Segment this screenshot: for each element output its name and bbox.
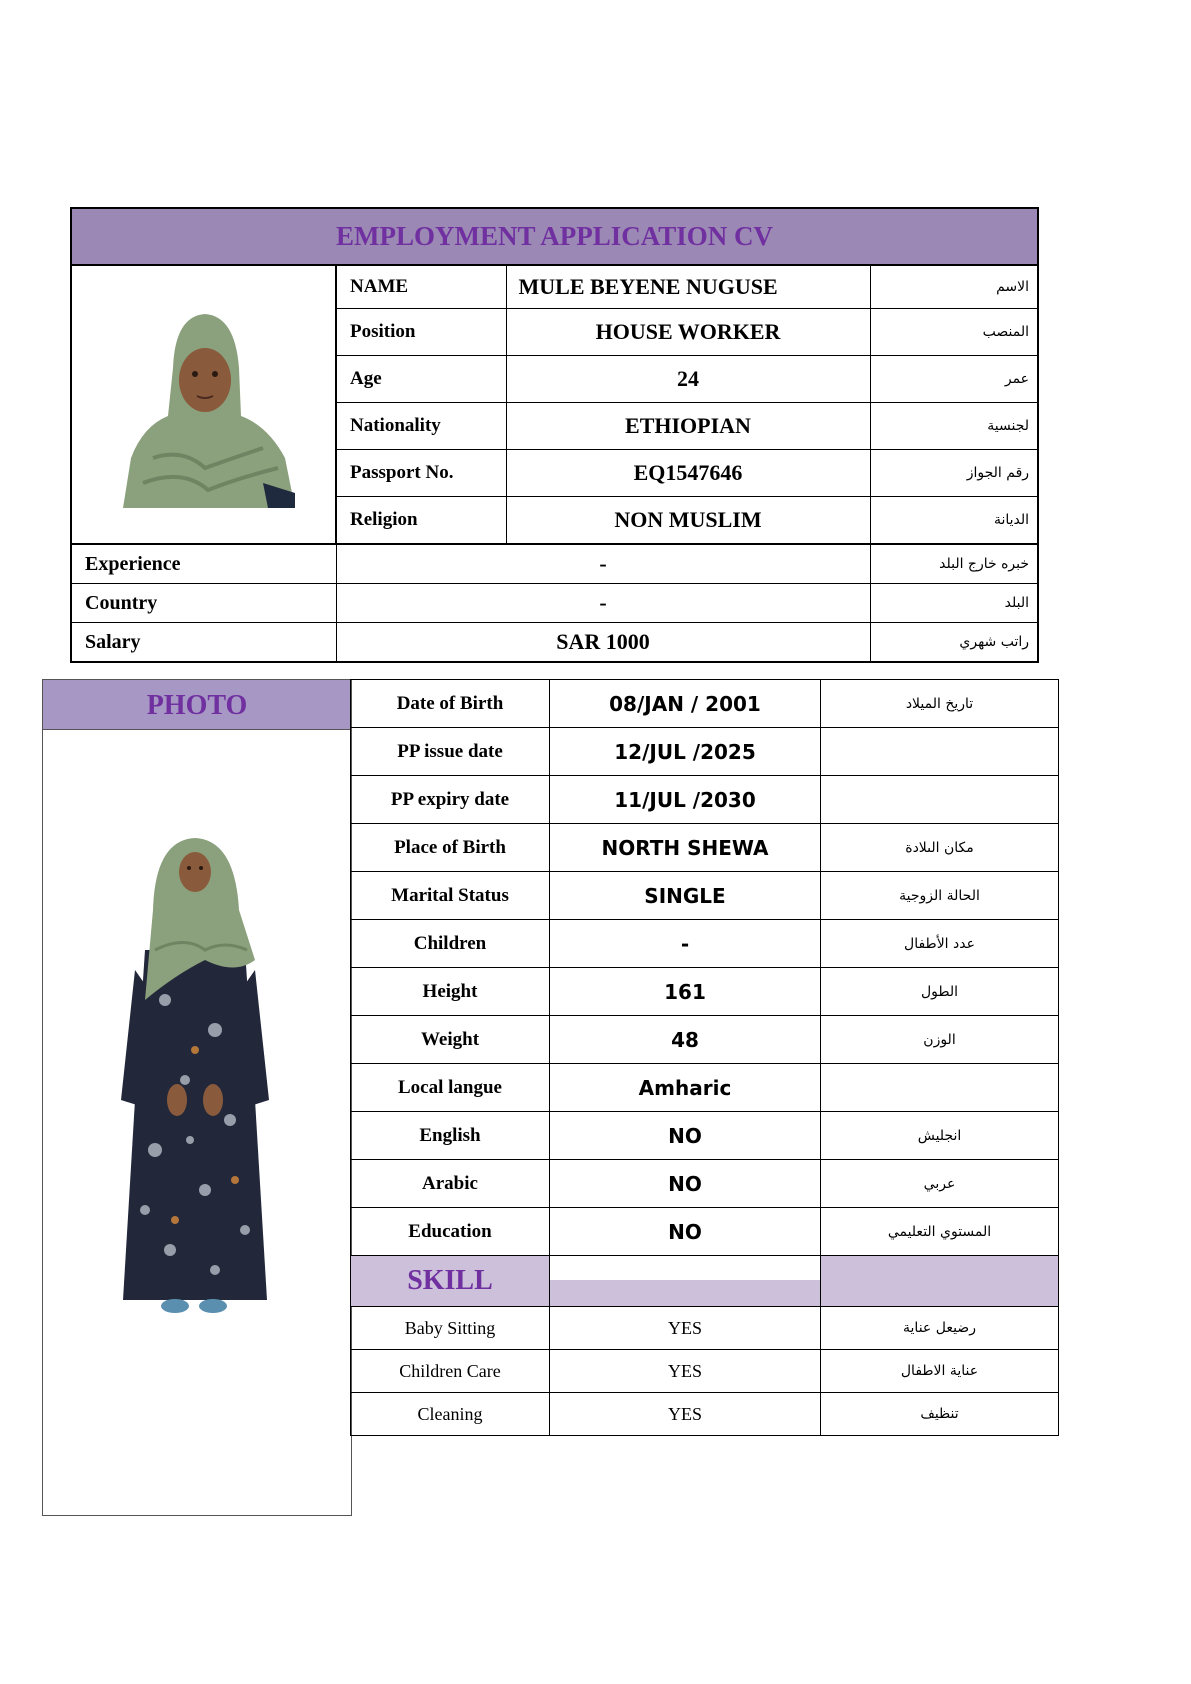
detail-row-height xyxy=(351,968,1059,1016)
pp-issue-date-value: 12/JUL /2025 xyxy=(550,728,821,776)
detail-row-local-langue xyxy=(351,1064,1059,1112)
position-value: HOUSE WORKER xyxy=(506,309,870,356)
personal-info-table xyxy=(70,207,1039,663)
skill-baby-sitting-arabic-label: رضيعل عناية xyxy=(821,1307,1059,1350)
document-title: EMPLOYMENT APPLICATION CV xyxy=(71,208,1038,265)
full-photo-panel xyxy=(42,679,352,1516)
portrait-photo xyxy=(113,308,295,508)
skill-row-baby-sitting xyxy=(351,1307,1059,1350)
age-value: 24 xyxy=(506,356,870,403)
photo-header: PHOTO xyxy=(43,680,351,730)
weight-value: 48 xyxy=(550,1016,821,1064)
detail-row-arabic xyxy=(351,1160,1059,1208)
detail-row-pp-issue-date xyxy=(351,728,1059,776)
children-value: - xyxy=(550,920,821,968)
english-value: NO xyxy=(550,1112,821,1160)
marital-status-arabic-label: الحالة الزوجية xyxy=(821,872,1059,920)
weight-label: Weight xyxy=(351,1016,550,1064)
children-label: Children xyxy=(351,920,550,968)
portrait-photo-cell xyxy=(71,265,336,544)
skill-header-band xyxy=(550,1280,820,1306)
place-of-birth-value: NORTH SHEWA xyxy=(550,824,821,872)
detail-row-weight xyxy=(351,1016,1059,1064)
english-label: English xyxy=(351,1112,550,1160)
local-langue-value: Amharic xyxy=(550,1064,821,1112)
country-label: Country xyxy=(71,584,336,623)
place-of-birth-arabic-label: مكان الىلادة xyxy=(821,824,1059,872)
skill-cleaning-arabic-label: تنظيف xyxy=(821,1393,1059,1436)
name-arabic-label: الاسم xyxy=(870,265,1038,309)
pp-expiry-date-value: 11/JUL /2030 xyxy=(550,776,821,824)
details-table xyxy=(350,679,1059,1436)
passport-arabic-label: رقم الجواز xyxy=(870,450,1038,497)
name-label: NAME xyxy=(336,265,506,309)
local-langue-arabic-label xyxy=(821,1064,1059,1112)
detail-row-children xyxy=(351,920,1059,968)
skill-header: SKILL xyxy=(351,1256,550,1307)
education-label: Education xyxy=(351,1208,550,1256)
pp-expiry-date-arabic-label xyxy=(821,776,1059,824)
salary-arabic-label: راتب شهري xyxy=(870,623,1038,663)
passport-value: EQ1547646 xyxy=(506,450,870,497)
skill-cleaning-value: YES xyxy=(550,1393,821,1436)
marital-status-label: Marital Status xyxy=(351,872,550,920)
nationality-label: Nationality xyxy=(336,403,506,450)
skill-cleaning-label: Cleaning xyxy=(351,1393,550,1436)
skill-row-children-care xyxy=(351,1350,1059,1393)
arabic-label: Arabic xyxy=(351,1160,550,1208)
date-of-birth-arabic-label: تاريخ الميلاد xyxy=(821,680,1059,728)
name-value: MULE BEYENE NUGUSE xyxy=(506,265,870,309)
detail-row-date-of-birth xyxy=(351,680,1059,728)
detail-row-pp-expiry-date xyxy=(351,776,1059,824)
height-value: 161 xyxy=(550,968,821,1016)
religion-label: Religion xyxy=(336,497,506,545)
detail-row-place-of-birth xyxy=(351,824,1059,872)
salary-label: Salary xyxy=(71,623,336,663)
education-arabic-label: المستوي التعليمي xyxy=(821,1208,1059,1256)
place-of-birth-label: Place of Birth xyxy=(351,824,550,872)
date-of-birth-value: 08/JAN / 2001 xyxy=(550,680,821,728)
weight-arabic-label: الوزن xyxy=(821,1016,1059,1064)
full-body-photo xyxy=(115,800,275,1360)
country-value: - xyxy=(336,584,870,623)
position-arabic-label: المنصب xyxy=(870,309,1038,356)
salary-value: SAR 1000 xyxy=(336,623,870,663)
skill-baby-sitting-value: YES xyxy=(550,1307,821,1350)
nationality-arabic-label: لجنسية xyxy=(870,403,1038,450)
arabic-value: NO xyxy=(550,1160,821,1208)
pp-issue-date-label: PP issue date xyxy=(351,728,550,776)
age-arabic-label: عمر xyxy=(870,356,1038,403)
position-label: Position xyxy=(336,309,506,356)
date-of-birth-label: Date of Birth xyxy=(351,680,550,728)
detail-row-education xyxy=(351,1208,1059,1256)
experience-arabic-label: خبره خارج البلد xyxy=(870,544,1038,584)
detail-row-english xyxy=(351,1112,1059,1160)
skill-baby-sitting-label: Baby Sitting xyxy=(351,1307,550,1350)
english-arabic-label: انجليش xyxy=(821,1112,1059,1160)
religion-arabic-label: الديانة xyxy=(870,497,1038,545)
skill-children-care-value: YES xyxy=(550,1350,821,1393)
skill-children-care-arabic-label: عناية الاطفال xyxy=(821,1350,1059,1393)
nationality-value: ETHIOPIAN xyxy=(506,403,870,450)
height-label: Height xyxy=(351,968,550,1016)
children-arabic-label: عدد الأطفال xyxy=(821,920,1059,968)
passport-label: Passport No. xyxy=(336,450,506,497)
country-arabic-label: البلد xyxy=(870,584,1038,623)
experience-value: - xyxy=(336,544,870,584)
pp-issue-date-arabic-label xyxy=(821,728,1059,776)
skill-header-row xyxy=(351,1256,1059,1307)
local-langue-label: Local langue xyxy=(351,1064,550,1112)
age-label: Age xyxy=(336,356,506,403)
education-value: NO xyxy=(550,1208,821,1256)
skill-header-blank xyxy=(550,1256,821,1307)
skill-header-blank-right xyxy=(821,1256,1059,1307)
skill-children-care-label: Children Care xyxy=(351,1350,550,1393)
marital-status-value: SINGLE xyxy=(550,872,821,920)
experience-label: Experience xyxy=(71,544,336,584)
height-arabic-label: الطول xyxy=(821,968,1059,1016)
religion-value: NON MUSLIM xyxy=(506,497,870,545)
pp-expiry-date-label: PP expiry date xyxy=(351,776,550,824)
skill-row-cleaning xyxy=(351,1393,1059,1436)
detail-row-marital-status xyxy=(351,872,1059,920)
arabic-arabic-label: عربي xyxy=(821,1160,1059,1208)
